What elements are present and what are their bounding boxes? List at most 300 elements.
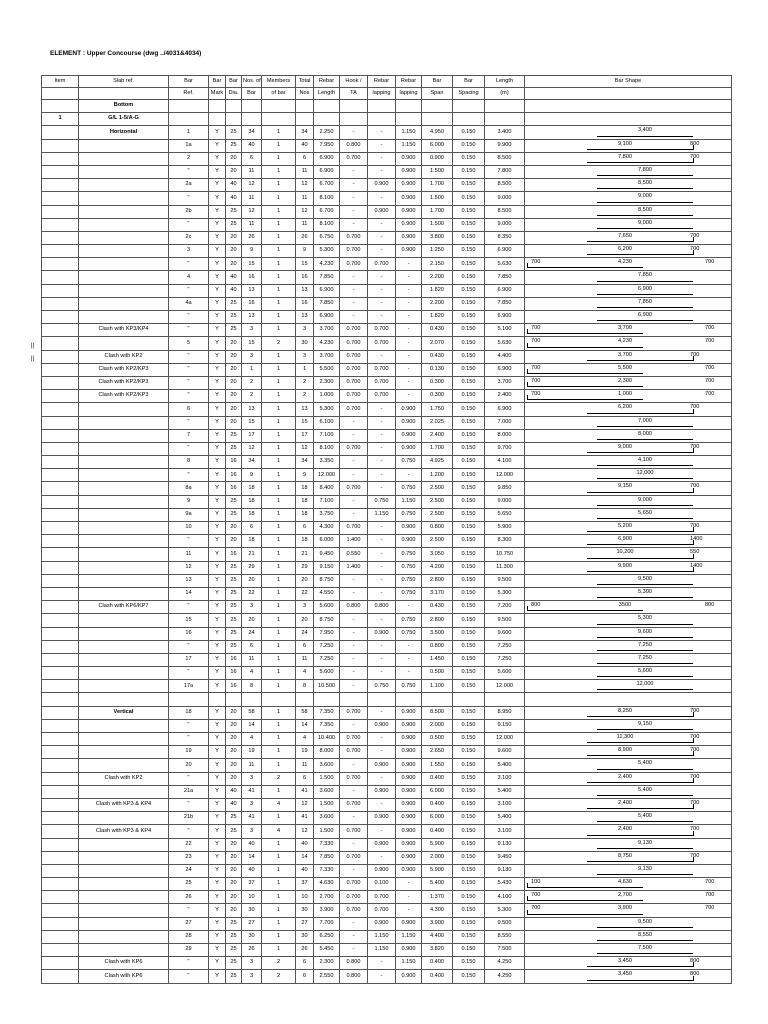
bar-spacing-cell: 0.150 [453,891,485,904]
bar-dia-cell: 16 [226,469,242,482]
header-rebar-lapping-2: lapping [396,88,422,100]
bar-dia-cell: 25 [226,297,242,310]
members-cell: 1 [262,719,296,732]
bar-span-cell: 0.400 [422,957,453,970]
lapping-1-cell: - [368,798,396,811]
rebar-length-cell: 6.250 [314,930,340,943]
bar-shape-value: 1400 [690,562,703,569]
members-cell: 1 [262,258,296,271]
rebar-length-cell: 9.450 [314,548,340,561]
bar-mark-cell: Y [209,390,226,403]
item-cell [42,258,79,271]
hook-cell: 0.700 [340,851,368,864]
members-cell: 1 [262,851,296,864]
members-cell: 1 [262,297,296,310]
bar-span-cell: 0.900 [422,152,453,165]
slab-ref-cell [79,904,169,917]
lapping-2-cell: 0.750 [396,574,422,587]
length-cell: 6.900 [485,245,525,258]
members-cell: 1 [262,904,296,917]
bar-ref-cell: " [169,390,209,403]
hook-cell: 0.700 [340,482,368,495]
hook-cell: 0.700 [340,324,368,337]
nos-of-bar-cell: 20 [242,614,262,627]
total-nos-cell: 6 [296,957,314,970]
empty-cell [340,113,368,126]
hook-cell: - [340,917,368,930]
members-cell: 1 [262,746,296,759]
item-cell [42,271,79,284]
hook-cell: 0.700 [340,442,368,455]
lapping-1-cell: - [368,271,396,284]
item-cell [42,508,79,521]
bar-mark-cell: Y [209,535,226,548]
item-cell [42,165,79,178]
bar-dia-cell: 20 [226,376,242,389]
lapping-1-cell: - [368,152,396,165]
lapping-1-cell: - [368,297,396,310]
total-nos-cell: 6 [296,522,314,535]
bar-span-cell: 6.000 [422,139,453,152]
length-cell: 8.950 [485,706,525,719]
item-cell [42,245,79,258]
bar-spacing-cell: 0.150 [453,179,485,192]
bar-span-cell: 8.500 [422,706,453,719]
item-cell [42,785,79,798]
bar-spacing-cell: 0.150 [453,653,485,666]
bar-spacing-cell: 0.150 [453,271,485,284]
hook-cell: - [340,812,368,825]
lapping-1-cell: - [368,640,396,653]
hook-cell: - [340,469,368,482]
table-row [42,733,732,746]
bar-shape-hook [527,896,528,901]
total-nos-cell: 14 [296,719,314,732]
item-cell [42,561,79,574]
bar-shape-cell [525,614,732,627]
slab-ref-cell [79,245,169,258]
total-nos-cell: 41 [296,785,314,798]
bar-spacing-cell: 0.150 [453,139,485,152]
header-length-m: (m) [485,88,525,100]
lapping-2-cell: - [396,363,422,376]
lapping-1-cell: 0.900 [368,759,396,772]
bar-spacing-cell: 0.150 [453,614,485,627]
bar-shape-line [597,940,693,941]
bar-shape-hook [527,329,528,334]
table-row [42,152,732,165]
header-members-of-bar: of bar [262,88,296,100]
bar-spacing-cell: 0.150 [453,245,485,258]
bar-shape-cell [525,165,732,178]
table-row [42,100,732,113]
bar-dia-cell: 25 [226,324,242,337]
bar-ref-cell: 17 [169,653,209,666]
lapping-2-cell: 0.900 [396,403,422,416]
bar-shape-value: 8,500 [638,206,652,213]
bar-spacing-cell: 0.150 [453,587,485,600]
bar-shape-value: 700 [690,483,700,490]
empty-cell [396,693,422,706]
bar-dia-cell: 20 [226,746,242,759]
bar-shape-line [597,281,693,282]
bar-shape-line [597,953,693,954]
bar-shape-line [587,742,693,743]
bar-shape-cell [525,152,732,165]
total-nos-cell: 11 [296,759,314,772]
lapping-1-cell: - [368,139,396,152]
length-cell: 8.500 [485,205,525,218]
empty-cell [226,113,242,126]
empty-cell [422,113,453,126]
header-nos-of-bar: Nos. of [242,76,262,88]
bar-dia-cell: 20 [226,416,242,429]
table-row [42,416,732,429]
table-row [42,574,732,587]
bar-dia-cell: 20 [226,165,242,178]
bar-shape-cell [525,706,732,719]
total-nos-cell: 6 [296,152,314,165]
bar-shape-value: 700 [690,443,700,450]
bar-shape-hook [693,554,694,559]
hook-cell: - [340,218,368,231]
bar-ref-cell: " [169,957,209,970]
bar-spacing-cell: 0.150 [453,284,485,297]
lapping-2-cell: 0.900 [396,429,422,442]
bar-dia-cell: 25 [226,587,242,600]
header-members-of-bar: Members [262,76,296,88]
rebar-length-cell: 6.900 [314,284,340,297]
bar-mark-cell: Y [209,271,226,284]
total-nos-cell: 18 [296,508,314,521]
rebar-length-cell: 6.750 [314,231,340,244]
bar-span-cell: 1.450 [422,653,453,666]
item-cell [42,390,79,403]
rebar-length-cell: 3.700 [314,324,340,337]
members-cell: 1 [262,759,296,772]
length-cell: 7.250 [485,653,525,666]
bar-shape-value: 2,300 [618,377,632,384]
bar-span-cell: 2.500 [422,535,453,548]
bar-dia-cell: 20 [226,231,242,244]
members-cell: 1 [262,733,296,746]
item-cell [42,429,79,442]
lapping-2-cell: - [396,601,422,614]
bar-shape-value: 7,650 [618,232,632,239]
total-nos-cell: 29 [296,561,314,574]
rebar-length-cell: 5.500 [314,363,340,376]
slab-ref-cell [79,785,169,798]
bar-span-cell: 3.900 [422,917,453,930]
bar-shape-value: 700 [705,879,715,886]
total-nos-cell: 22 [296,587,314,600]
bar-ref-cell: 4a [169,297,209,310]
table-row [42,139,732,152]
bar-ref-cell: " [169,733,209,746]
bar-shape-value: 7,250 [638,654,652,661]
bar-shape-cell [525,930,732,943]
lapping-2-cell: 1.150 [396,930,422,943]
table-row [42,838,732,851]
header-item [42,88,79,100]
length-cell: 7.850 [485,271,525,284]
item-cell [42,614,79,627]
rebar-length-cell: 3.350 [314,456,340,469]
bar-spacing-cell: 0.150 [453,917,485,930]
nos-of-bar-cell: 3 [242,350,262,363]
total-nos-cell: 37 [296,878,314,891]
bar-shape-hook [693,831,694,836]
bar-spacing-cell: 0.150 [453,746,485,759]
bar-shape-value: 8,000 [638,430,652,437]
table-row [42,785,732,798]
lapping-2-cell: - [396,324,422,337]
rebar-length-cell: 7.850 [314,297,340,310]
slab-ref-cell [79,442,169,455]
bar-ref-cell: " [169,601,209,614]
bar-shape-value: 700 [690,773,700,780]
slab-ref-cell [79,311,169,324]
bar-span-cell: 0.800 [422,522,453,535]
bar-mark-cell: Y [209,930,226,943]
nos-of-bar-cell: 11 [242,218,262,231]
lapping-2-cell: 0.900 [396,192,422,205]
members-cell: 1 [262,192,296,205]
lapping-1-cell: - [368,772,396,785]
total-nos-cell: 11 [296,218,314,231]
lapping-2-cell: 0.750 [396,587,422,600]
empty-cell [242,693,262,706]
members-cell: 1 [262,165,296,178]
members-cell: 1 [262,548,296,561]
bar-dia-cell: 25 [226,561,242,574]
hook-cell: 0.700 [340,746,368,759]
item-cell [42,693,79,706]
rebar-length-cell: 4.630 [314,878,340,891]
bar-shape-cell [525,667,732,680]
nos-of-bar-cell: 6 [242,640,262,653]
lapping-2-cell: 0.750 [396,680,422,693]
bar-spacing-cell: 0.150 [453,416,485,429]
table-row [42,917,732,930]
table-row [42,614,732,627]
lapping-1-cell: - [368,746,396,759]
bar-shape-line [587,861,693,862]
bar-dia-cell: 16 [226,548,242,561]
slab-ref-cell [79,640,169,653]
bar-shape-value: 800 [690,971,700,978]
nos-of-bar-cell: 27 [242,917,262,930]
header-bar-shape: Bar Shape [525,76,732,88]
bar-shape-cell [525,522,732,535]
bar-schedule-table [41,75,732,984]
members-cell: 1 [262,667,296,680]
table-row [42,218,732,231]
bar-shape-cell [525,904,732,917]
bar-ref-cell: 2 [169,152,209,165]
table-row [42,944,732,957]
lapping-1-cell: 0.800 [368,601,396,614]
bar-shape-value: 700 [531,391,541,398]
bar-shape-cell [525,680,732,693]
bar-shape-value: 4,100 [638,457,652,464]
item-cell [42,535,79,548]
slab-ref-cell [79,574,169,587]
bar-spacing-cell: 0.150 [453,152,485,165]
table-row [42,601,732,614]
item-cell [42,878,79,891]
lapping-2-cell: 0.900 [396,535,422,548]
bar-shape-hook [693,567,694,572]
length-cell: 2.400 [485,390,525,403]
bar-shape-hook [693,237,694,242]
bar-dia-cell: 25 [226,825,242,838]
bar-shape-line [587,980,693,981]
empty-cell [422,693,453,706]
bar-shape-cell [525,350,732,363]
lapping-1-cell: - [368,403,396,416]
bar-shape-line [527,267,643,268]
bar-ref-cell: " [169,719,209,732]
nos-of-bar-cell: 3 [242,798,262,811]
bar-span-cell: 5.400 [422,878,453,891]
item-cell [42,944,79,957]
bar-mark-cell: Y [209,456,226,469]
bar-shape-line [587,716,693,717]
lapping-2-cell: - [396,350,422,363]
lapping-2-cell: - [396,640,422,653]
bar-dia-cell: 20 [226,337,242,350]
bar-spacing-cell: 0.150 [453,205,485,218]
bar-span-cell: 4.300 [422,904,453,917]
empty-cell [422,100,453,113]
total-nos-cell: 3 [296,324,314,337]
rebar-length-cell: 6.100 [314,416,340,429]
item-cell [42,891,79,904]
hook-cell: - [340,271,368,284]
bar-dia-cell: 16 [226,680,242,693]
members-cell: 1 [262,245,296,258]
bar-ref-cell: 2a [169,179,209,192]
bar-shape-cell [525,535,732,548]
bar-dia-cell: 20 [226,864,242,877]
bar-shape-cell [525,864,732,877]
bar-shape-value: 6,900 [618,536,632,543]
bar-shape-value: 700 [531,377,541,384]
bar-shape-cell [525,179,732,192]
length-cell: 5.400 [485,785,525,798]
nos-of-bar-cell: 40 [242,864,262,877]
total-nos-cell: 13 [296,284,314,297]
item-cell [42,324,79,337]
bar-span-cell: 3.820 [422,944,453,957]
lapping-2-cell: 0.900 [396,785,422,798]
hook-cell: - [340,667,368,680]
rebar-length-cell: 5.300 [314,245,340,258]
bar-mark-cell: Y [209,653,226,666]
bar-ref-cell: " [169,798,209,811]
members-cell: 1 [262,574,296,587]
bar-shape-line [597,505,693,506]
bar-shape-line [587,254,693,255]
lapping-2-cell: 1.150 [396,495,422,508]
lapping-1-cell: - [368,522,396,535]
bar-shape-value: 700 [690,747,700,754]
bar-shape-line [587,808,693,809]
rebar-length-cell: 7.950 [314,139,340,152]
rebar-length-cell: 1.500 [314,825,340,838]
bar-shape-value: 3,900 [618,905,632,912]
table-row [42,390,732,403]
bar-spacing-cell: 0.150 [453,442,485,455]
table-body [42,100,732,984]
members-cell: 1 [262,205,296,218]
bar-ref-cell: " [169,376,209,389]
bar-spacing-cell: 0.150 [453,640,485,653]
bar-shape-value: 8,250 [618,707,632,714]
members-cell: 2 [262,970,296,983]
rebar-length-cell: 4.230 [314,337,340,350]
bar-ref-cell: " [169,324,209,337]
bar-span-cell: 0.430 [422,350,453,363]
bar-ref-cell: 8 [169,456,209,469]
bar-span-cell: 3.170 [422,587,453,600]
bar-mark-cell: Y [209,944,226,957]
bar-mark-cell: Y [209,245,226,258]
bar-ref-cell: 22 [169,838,209,851]
lapping-2-cell: 0.900 [396,245,422,258]
rebar-length-cell: 1.500 [314,798,340,811]
bar-shape-value: 6,200 [618,404,632,411]
bar-mark-cell: Y [209,838,226,851]
lapping-2-cell: - [396,258,422,271]
rebar-length-cell: 7.250 [314,640,340,653]
bar-dia-cell: 25 [226,442,242,455]
members-cell: 1 [262,706,296,719]
bar-shape-value: 700 [690,351,700,358]
rebar-length-cell: 10.500 [314,680,340,693]
bar-shape-line [587,492,693,493]
bar-shape-line [597,228,693,229]
margin-mark-2: || [31,356,35,362]
members-cell: 1 [262,653,296,666]
bar-spacing-cell: 0.150 [453,970,485,983]
bar-dia-cell: 25 [226,218,242,231]
bar-dia-cell: 20 [226,535,242,548]
empty-cell [262,693,296,706]
bar-shape-line [527,386,643,387]
bar-shape-hook [693,738,694,743]
bar-mark-cell: Y [209,719,226,732]
empty-cell [525,113,732,126]
length-cell: 3.700 [485,376,525,389]
length-cell: 4.100 [485,891,525,904]
bar-dia-cell: 25 [226,495,242,508]
lapping-1-cell: 0.900 [368,719,396,732]
members-cell: 1 [262,284,296,297]
item-cell [42,719,79,732]
hook-cell: - [340,785,368,798]
item-cell [42,469,79,482]
bar-shape-cell [525,825,732,838]
table-row [42,640,732,653]
bar-shape-value: 3500 [618,602,632,609]
bar-ref-cell: 28 [169,930,209,943]
length-cell: 9.000 [485,495,525,508]
bar-shape-cell [525,416,732,429]
lapping-1-cell: 0.900 [368,838,396,851]
bar-shape-line [597,927,693,928]
